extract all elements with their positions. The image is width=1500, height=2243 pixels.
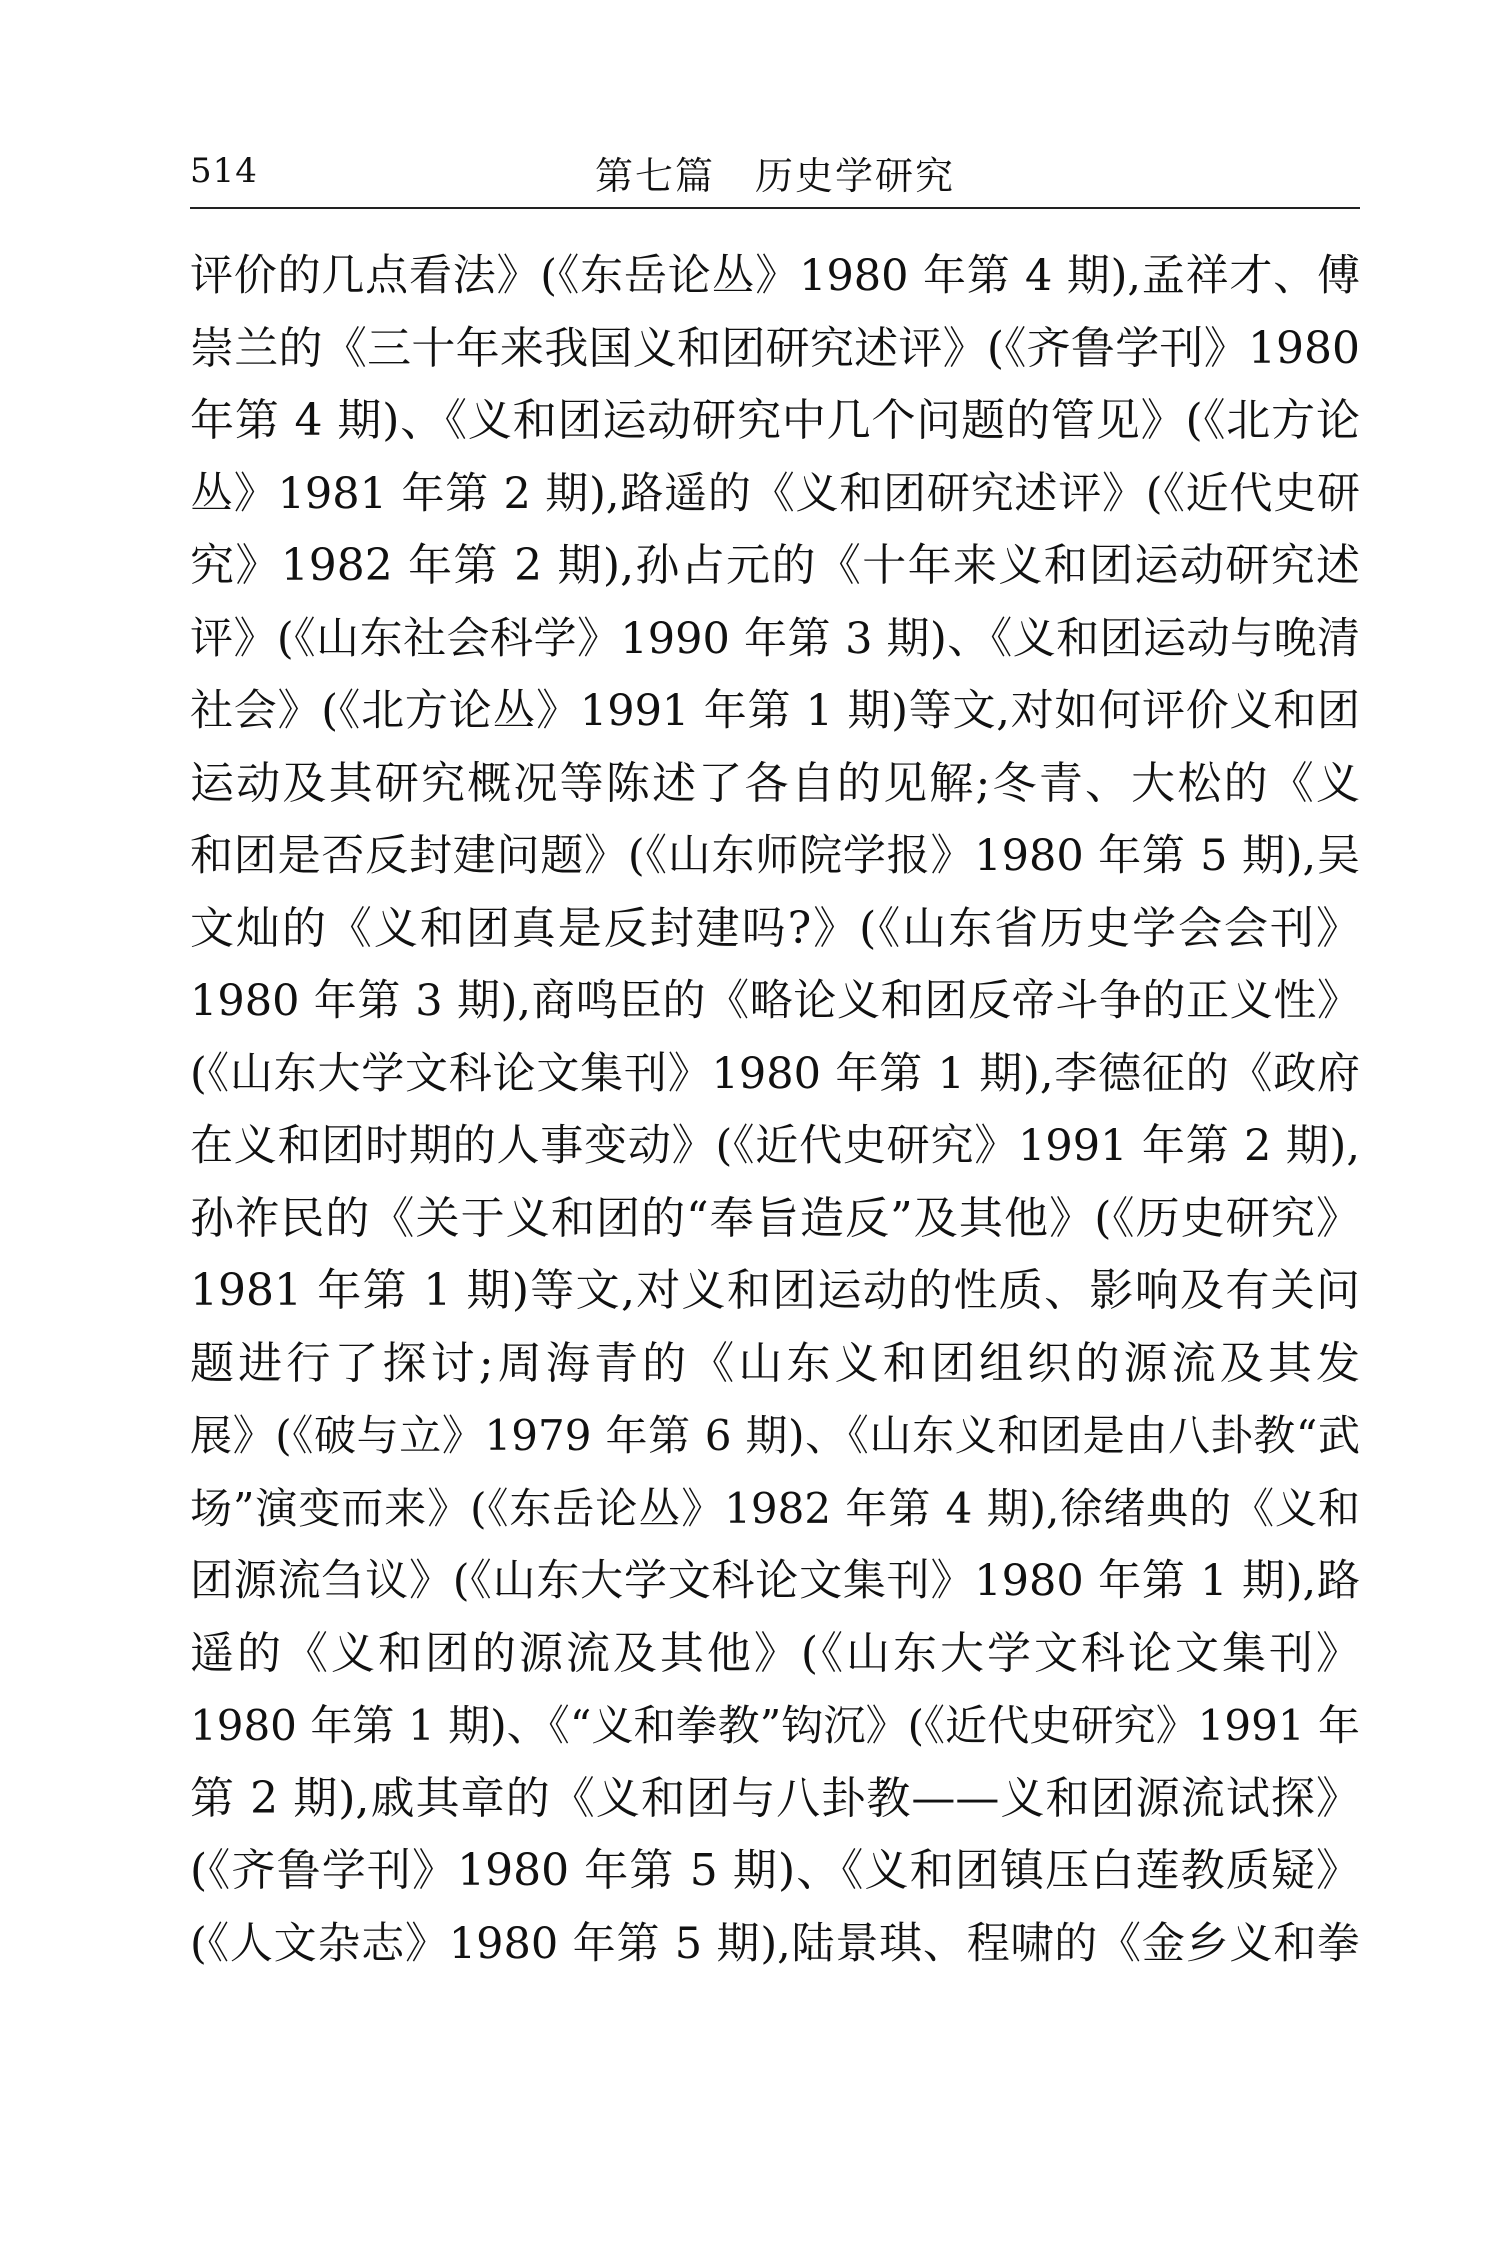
text-line: 第 2 期),戚其章的《义和团与八卦教——义和团源流试探》 [190, 1772, 1360, 1824]
text-line: 展》(《破与立》1979 年第 6 期)、《山东义和团是由八卦教“武 [190, 1411, 1360, 1460]
text-line: 年第 4 期)、《义和团运动研究中几个问题的管见》(《北方论 [190, 395, 1360, 446]
running-head [190, 145, 1360, 205]
text-line: 1980 年第 1 期)、《“义和拳教”钩沉》(《近代史研究》1991 年 [190, 1701, 1360, 1750]
text-line: 崇兰的《三十年来我国义和团研究述评》(《齐鲁学刊》1980 [190, 322, 1360, 374]
text-line: 丛》1981 年第 2 期),路遥的《义和团研究述评》(《近代史研 [190, 468, 1360, 519]
text-line: (《人文杂志》1980 年第 5 期),陆景琪、程啸的《金乡义和拳 [190, 1918, 1360, 1969]
text-line: 遥的《义和团的源流及其他》(《山东大学文科论文集刊》 [190, 1627, 1360, 1679]
text-line: 1981 年第 1 期)等文,对义和团运动的性质、影响及有关问 [190, 1265, 1360, 1316]
text-line: 题进行了探讨;周海青的《山东义和团组织的源流及其发 [190, 1337, 1360, 1389]
text-line: 社会》(《北方论丛》1991 年第 1 期)等文,对如何评价义和团 [190, 686, 1360, 736]
text-line: 评》(《山东社会科学》1990 年第 3 期)、《义和团运动与晚清 [190, 613, 1360, 664]
text-line: 究》1982 年第 2 期),孙占元的《十年来义和团运动研究述 [190, 540, 1360, 591]
text-line: 和团是否反封建问题》(《山东师院学报》1980 年第 5 期),吴 [190, 831, 1360, 881]
section-title: 第七篇 历史学研究 [594, 154, 955, 198]
body-text [190, 240, 1360, 1980]
page-number: 514 [190, 151, 258, 191]
text-line: 场”演变而来》(《东岳论丛》1982 年第 4 期),徐绪典的《义和 [190, 1483, 1360, 1533]
text-line: 评价的几点看法》(《东岳论丛》1980 年第 4 期),孟祥才、傅 [190, 251, 1360, 301]
text-line: 文灿的《义和团真是反封建吗?》(《山东省历史学会会刊》 [190, 902, 1360, 954]
text-line: 团源流刍议》(《山东大学文科论文集刊》1980 年第 1 期),路 [190, 1556, 1360, 1606]
text-line: 孙祚民的《关于义和团的“奉旨造反”及其他》(《历史研究》 [190, 1192, 1360, 1244]
header-rule [190, 207, 1360, 209]
text-line: (《山东大学文科论文集刊》1980 年第 1 期),李德征的《政府 [190, 1048, 1360, 1099]
text-line: 在义和团时期的人事变动》(《近代史研究》1991 年第 2 期), [190, 1121, 1360, 1171]
text-line: 运动及其研究概况等陈述了各自的见解;冬青、大松的《义 [190, 757, 1360, 809]
text-line: (《齐鲁学刊》1980 年第 5 期)、《义和团镇压白莲教质疑》 [190, 1845, 1360, 1896]
text-line: 1980 年第 3 期),商鸣臣的《略论义和团反帝斗争的正义性》 [190, 976, 1360, 1026]
